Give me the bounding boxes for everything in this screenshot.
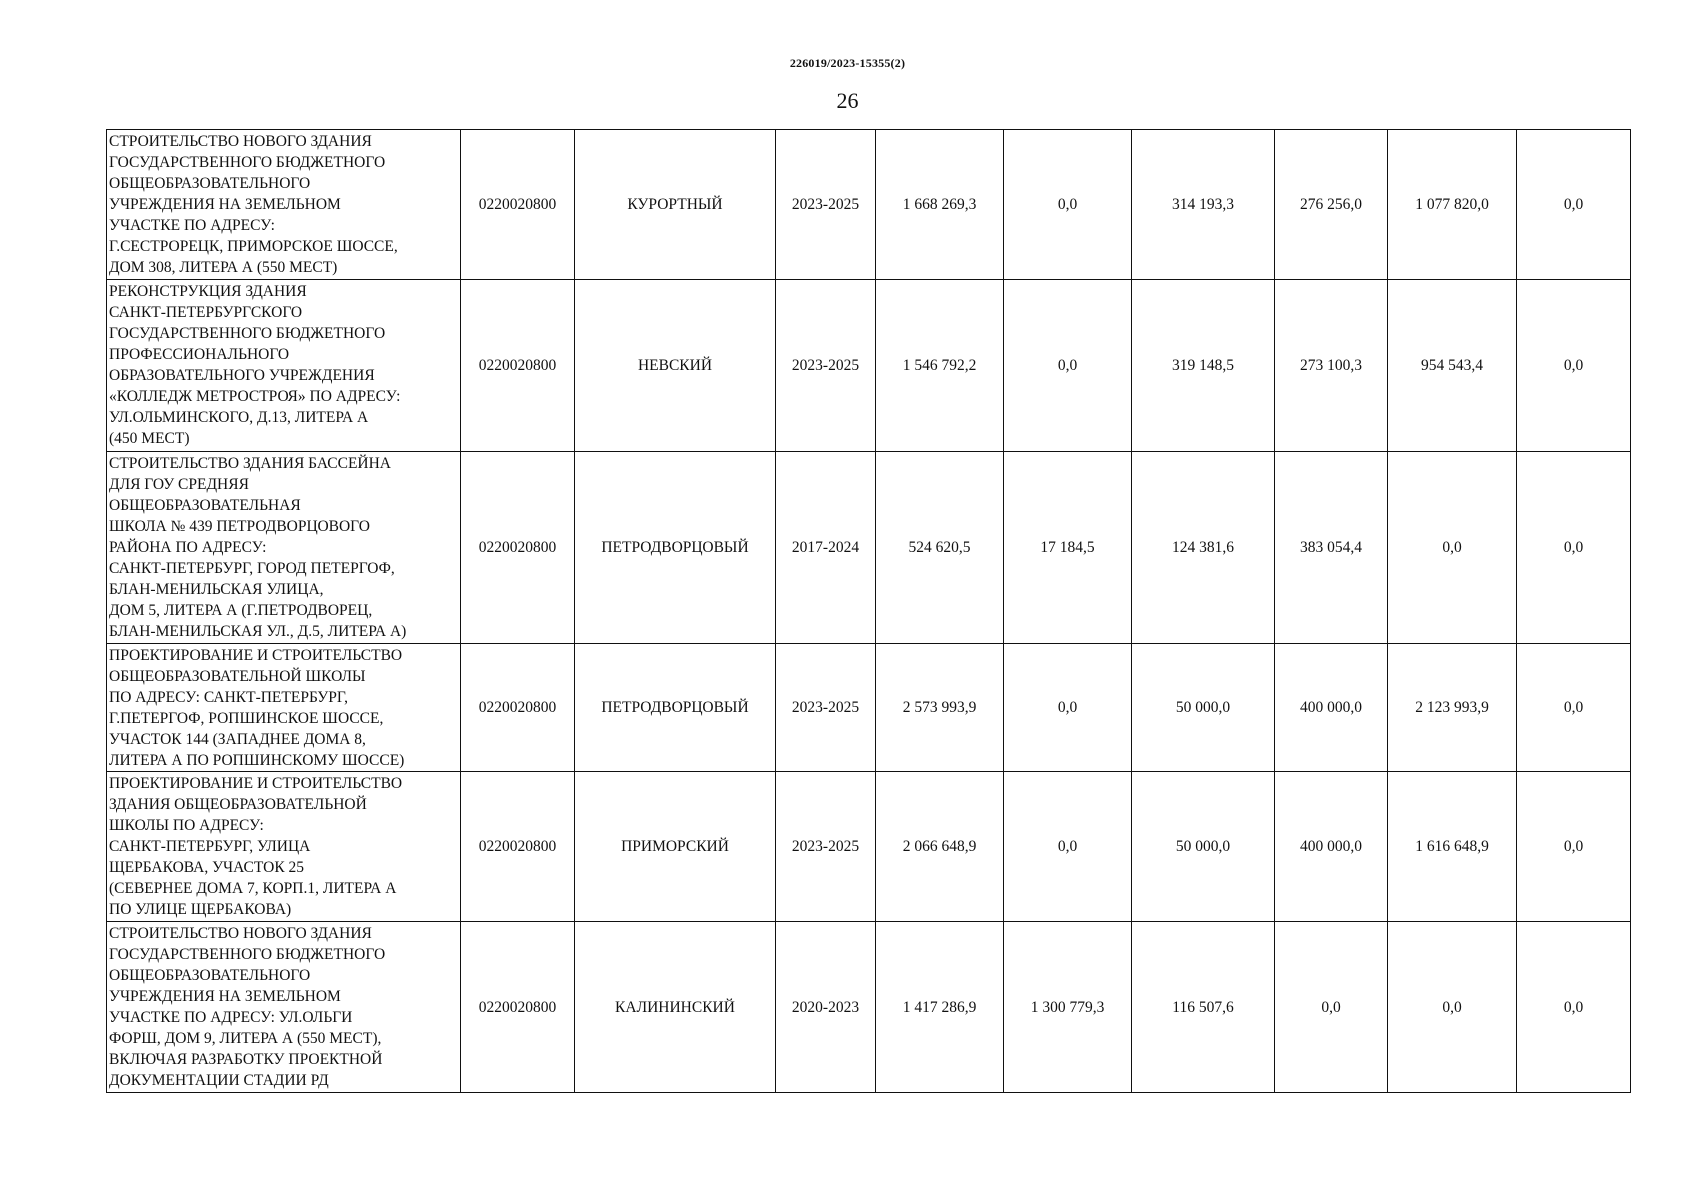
district: КАЛИНИНСКИЙ	[575, 922, 776, 1093]
value-col-3: 273 100,3	[1275, 280, 1388, 452]
total-cost: 2 066 648,9	[876, 772, 1004, 922]
value-col-5: 0,0	[1517, 644, 1631, 772]
object-name: ПРОЕКТИРОВАНИЕ И СТРОИТЕЛЬСТВО ЗДАНИЯ ОБЩЕОБРАЗОВАТЕЛЬНОЙ ШКОЛЫ ПО АДРЕСУ: САНКТ-ПЕТЕРБУРГ, УЛИЦА ЩЕРБАКОВА, УЧАСТОК 25 (СЕВЕРНЕЕ ДОМА 7, КОРП.1, ЛИТЕРА А ПО УЛИЦЕ ЩЕРБАКОВА)	[107, 772, 461, 922]
district: НЕВСКИЙ	[575, 280, 776, 452]
total-cost: 1 417 286,9	[876, 922, 1004, 1093]
document-id: 226019/2023-15355(2)	[789, 56, 906, 70]
district: ПЕТРОДВОРЦОВЫЙ	[575, 644, 776, 772]
total-cost: 1 546 792,2	[876, 280, 1004, 452]
object-name: СТРОИТЕЛЬСТВО ЗДАНИЯ БАССЕЙНА ДЛЯ ГОУ СРЕДНЯЯ ОБЩЕОБРАЗОВАТЕЛЬНАЯ ШКОЛА № 439 ПЕТРОДВОРЦОВОГО РАЙОНА ПО АДРЕСУ: САНКТ-ПЕТЕРБУРГ, ГОРОД ПЕТЕРГОФ, БЛАН-МЕНИЛЬСКАЯ УЛИЦА, ДОМ 5, ЛИТЕРА А (Г.ПЕТРОДВОРЕЦ, БЛАН-МЕНИЛЬСКАЯ УЛ., Д.5, ЛИТЕРА А)	[107, 452, 461, 644]
value-col-1: 1 300 779,3	[1004, 922, 1132, 1093]
table-row	[107, 922, 1631, 1093]
table-row	[107, 130, 1631, 280]
total-cost: 524 620,5	[876, 452, 1004, 644]
value-col-5: 0,0	[1517, 922, 1631, 1093]
budget-table	[106, 129, 1631, 1093]
value-col-5: 0,0	[1517, 452, 1631, 644]
value-col-3: 400 000,0	[1275, 644, 1388, 772]
value-col-4: 0,0	[1388, 452, 1517, 644]
district: ПЕТРОДВОРЦОВЫЙ	[575, 452, 776, 644]
value-col-1: 0,0	[1004, 280, 1132, 452]
table-row	[107, 644, 1631, 772]
period: 2020-2023	[776, 922, 876, 1093]
period: 2023-2025	[776, 644, 876, 772]
value-col-2: 124 381,6	[1132, 452, 1275, 644]
value-col-1: 17 184,5	[1004, 452, 1132, 644]
object-name: СТРОИТЕЛЬСТВО НОВОГО ЗДАНИЯ ГОСУДАРСТВЕННОГО БЮДЖЕТНОГО ОБЩЕОБРАЗОВАТЕЛЬНОГО УЧРЕЖДЕНИЯ НА ЗЕМЕЛЬНОМ УЧАСТКЕ ПО АДРЕСУ: УЛ.ОЛЬГИ ФОРШ, ДОМ 9, ЛИТЕРА А (550 МЕСТ), ВКЛЮЧАЯ РАЗРАБОТКУ ПРОЕКТНОЙ ДОКУМЕНТАЦИИ СТАДИИ РД	[107, 922, 461, 1093]
value-col-2: 314 193,3	[1132, 130, 1275, 280]
period: 2023-2025	[776, 772, 876, 922]
value-col-2: 116 507,6	[1132, 922, 1275, 1093]
value-col-3: 0,0	[1275, 922, 1388, 1093]
budget-code: 0220020800	[461, 130, 575, 280]
value-col-5: 0,0	[1517, 130, 1631, 280]
value-col-2: 319 148,5	[1132, 280, 1275, 452]
value-col-1: 0,0	[1004, 772, 1132, 922]
budget-code: 0220020800	[461, 452, 575, 644]
value-col-2: 50 000,0	[1132, 772, 1275, 922]
object-name: СТРОИТЕЛЬСТВО НОВОГО ЗДАНИЯ ГОСУДАРСТВЕННОГО БЮДЖЕТНОГО ОБЩЕОБРАЗОВАТЕЛЬНОГО УЧРЕЖДЕНИЯ НА ЗЕМЕЛЬНОМ УЧАСТКЕ ПО АДРЕСУ: Г.СЕСТРОРЕЦК, ПРИМОРСКОЕ ШОССЕ, ДОМ 308, ЛИТЕРА А (550 МЕСТ)	[107, 130, 461, 280]
page-number: 26	[836, 88, 859, 113]
object-name: РЕКОНСТРУКЦИЯ ЗДАНИЯ САНКТ-ПЕТЕРБУРГСКОГО ГОСУДАРСТВЕННОГО БЮДЖЕТНОГО ПРОФЕССИОНАЛЬНОГО ОБРАЗОВАТЕЛЬНОГО УЧРЕЖДЕНИЯ «КОЛЛЕДЖ МЕТРОСТРОЯ» ПО АДРЕСУ: УЛ.ОЛЬМИНСКОГО, Д.13, ЛИТЕРА А (450 МЕСТ)	[107, 280, 461, 452]
budget-code: 0220020800	[461, 922, 575, 1093]
value-col-4: 2 123 993,9	[1388, 644, 1517, 772]
budget-code: 0220020800	[461, 772, 575, 922]
total-cost: 2 573 993,9	[876, 644, 1004, 772]
table-row	[107, 452, 1631, 644]
value-col-4: 1 077 820,0	[1388, 130, 1517, 280]
value-col-4: 1 616 648,9	[1388, 772, 1517, 922]
value-col-3: 383 054,4	[1275, 452, 1388, 644]
period: 2017-2024	[776, 452, 876, 644]
value-col-4: 0,0	[1388, 922, 1517, 1093]
value-col-3: 276 256,0	[1275, 130, 1388, 280]
value-col-1: 0,0	[1004, 130, 1132, 280]
table-row	[107, 772, 1631, 922]
table-row	[107, 280, 1631, 452]
value-col-4: 954 543,4	[1388, 280, 1517, 452]
value-col-3: 400 000,0	[1275, 772, 1388, 922]
period: 2023-2025	[776, 130, 876, 280]
value-col-5: 0,0	[1517, 280, 1631, 452]
district: ПРИМОРСКИЙ	[575, 772, 776, 922]
object-name: ПРОЕКТИРОВАНИЕ И СТРОИТЕЛЬСТВО ОБЩЕОБРАЗОВАТЕЛЬНОЙ ШКОЛЫ ПО АДРЕСУ: САНКТ-ПЕТЕРБУРГ, Г.ПЕТЕРГОФ, РОПШИНСКОЕ ШОССЕ, УЧАСТОК 144 (ЗАПАДНЕЕ ДОМА 8, ЛИТЕРА А ПО РОПШИНСКОМУ ШОССЕ)	[107, 644, 461, 772]
value-col-5: 0,0	[1517, 772, 1631, 922]
district: КУРОРТНЫЙ	[575, 130, 776, 280]
period: 2023-2025	[776, 280, 876, 452]
budget-code: 0220020800	[461, 644, 575, 772]
budget-code: 0220020800	[461, 280, 575, 452]
value-col-1: 0,0	[1004, 644, 1132, 772]
total-cost: 1 668 269,3	[876, 130, 1004, 280]
value-col-2: 50 000,0	[1132, 644, 1275, 772]
